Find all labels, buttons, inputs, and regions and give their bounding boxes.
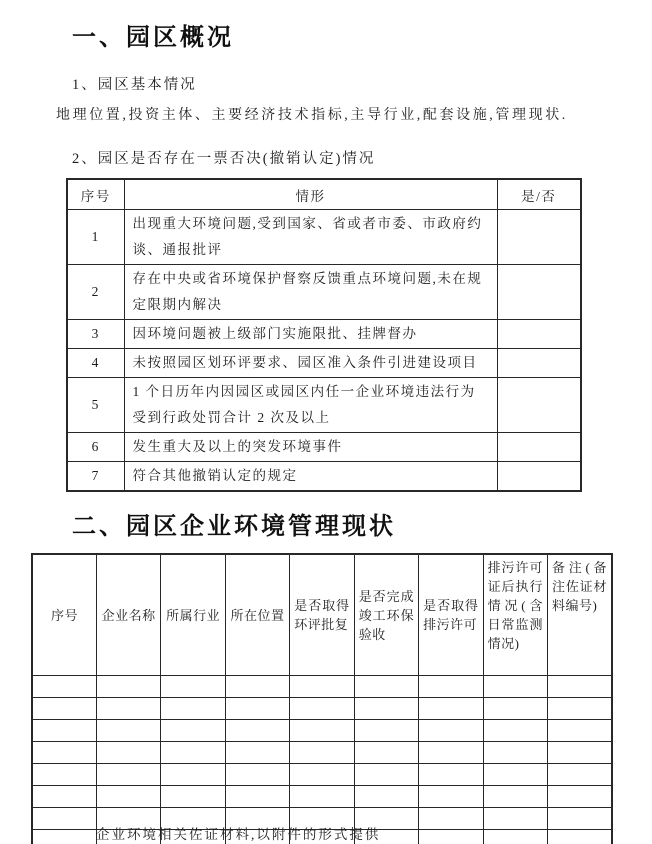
enterprise-empty-cell (225, 720, 289, 742)
enterprise-empty-cell (483, 786, 547, 808)
enterprise-table-header-row (32, 554, 612, 676)
enterprise-empty-cell (32, 676, 96, 698)
enterprise-empty-cell (161, 764, 225, 786)
veto-table (66, 178, 582, 492)
enterprise-table (31, 553, 613, 844)
veto-table-row (67, 378, 581, 433)
veto-header-situation: 情形 (124, 179, 497, 210)
section1-item2: 2、园区是否存在一票否决(撤销认定)情况 (72, 151, 376, 167)
veto-row-situation: 1 个日历年内因园区或园区内任一企业环境违法行为受到行政处罚合计 2 次及以上 (124, 378, 497, 433)
veto-row-yesno-cell (497, 462, 581, 492)
enterprise-empty-cell (548, 830, 613, 844)
enterprise-empty-cell (483, 764, 547, 786)
veto-table-row (67, 433, 581, 462)
section1-heading: 一、园区概况 (72, 25, 234, 51)
veto-row-number: 5 (67, 378, 124, 433)
enterprise-empty-cell (354, 720, 418, 742)
enterprise-empty-cell (96, 786, 160, 808)
enterprise-empty-cell (161, 676, 225, 698)
enterprise-empty-cell (354, 786, 418, 808)
enterprise-empty-cell (290, 698, 354, 720)
veto-row-yesno-cell (497, 378, 581, 433)
enterprise-empty-cell (483, 808, 547, 830)
enterprise-empty-cell (483, 830, 547, 844)
enterprise-empty-cell (419, 830, 483, 844)
veto-row-yesno-cell (497, 433, 581, 462)
enterprise-header-eia-approval: 是否取得环评批复 (290, 554, 354, 676)
veto-header-yesno: 是/否 (497, 179, 581, 210)
enterprise-empty-cell (548, 742, 613, 764)
enterprise-empty-cell (32, 698, 96, 720)
enterprise-header-remark: 备注(备注佐证材料编号) (548, 554, 613, 676)
enterprise-empty-cell (419, 742, 483, 764)
enterprise-empty-cell (419, 720, 483, 742)
enterprise-empty-cell (225, 786, 289, 808)
enterprise-empty-cell (32, 786, 96, 808)
enterprise-empty-cell (161, 786, 225, 808)
enterprise-empty-cell (161, 720, 225, 742)
enterprise-empty-cell (483, 742, 547, 764)
enterprise-empty-cell (96, 764, 160, 786)
enterprise-empty-row (32, 676, 612, 698)
veto-row-situation: 因环境问题被上级部门实施限批、挂牌督办 (124, 320, 497, 349)
enterprise-empty-cell (225, 698, 289, 720)
enterprise-empty-cell (161, 742, 225, 764)
veto-table-row (67, 265, 581, 320)
enterprise-header-no: 序号 (32, 554, 96, 676)
veto-row-yesno-cell (497, 349, 581, 378)
veto-row-yesno-cell (497, 210, 581, 265)
enterprise-empty-cell (225, 676, 289, 698)
enterprise-empty-cell (290, 720, 354, 742)
enterprise-empty-row (32, 720, 612, 742)
enterprise-empty-cell (483, 676, 547, 698)
enterprise-empty-cell (354, 742, 418, 764)
enterprise-header-permit-execution: 排污许可证后执行情况(含日常监测情况) (483, 554, 547, 676)
enterprise-empty-cell (419, 808, 483, 830)
veto-header-no: 序号 (67, 179, 124, 210)
enterprise-empty-cell (96, 720, 160, 742)
enterprise-empty-cell (96, 742, 160, 764)
veto-row-number: 7 (67, 462, 124, 492)
enterprise-empty-cell (290, 764, 354, 786)
enterprise-empty-row (32, 742, 612, 764)
veto-row-number: 1 (67, 210, 124, 265)
enterprise-empty-cell (290, 676, 354, 698)
enterprise-empty-cell (32, 808, 96, 830)
veto-table-row (67, 462, 581, 492)
enterprise-empty-cell (225, 742, 289, 764)
veto-row-situation: 发生重大及以上的突发环境事件 (124, 433, 497, 462)
enterprise-empty-cell (419, 764, 483, 786)
enterprise-empty-cell (161, 698, 225, 720)
enterprise-empty-cell (548, 720, 613, 742)
veto-row-yesno-cell (497, 265, 581, 320)
enterprise-empty-cell (548, 676, 613, 698)
veto-row-number: 3 (67, 320, 124, 349)
veto-table-row (67, 320, 581, 349)
enterprise-empty-cell (419, 676, 483, 698)
enterprise-empty-cell (548, 764, 613, 786)
enterprise-empty-row (32, 698, 612, 720)
enterprise-empty-cell (419, 698, 483, 720)
enterprise-header-discharge-permit: 是否取得排污许可 (419, 554, 483, 676)
enterprise-empty-cell (419, 786, 483, 808)
veto-row-number: 6 (67, 433, 124, 462)
enterprise-header-industry: 所属行业 (161, 554, 225, 676)
enterprise-empty-cell (96, 698, 160, 720)
veto-row-situation: 未按照园区划环评要求、园区准入条件引进建设项目 (124, 349, 497, 378)
veto-table-row (67, 349, 581, 378)
enterprise-header-acceptance: 是否完成竣工环保验收 (354, 554, 418, 676)
veto-row-situation: 符合其他撤销认定的规定 (124, 462, 497, 492)
enterprise-empty-cell (96, 676, 160, 698)
enterprise-empty-cell (354, 698, 418, 720)
enterprise-empty-cell (483, 698, 547, 720)
section2-heading: 二、园区企业环境管理现状 (72, 514, 396, 540)
enterprise-empty-cell (290, 786, 354, 808)
section1-item1-description: 地理位置,投资主体、主要经济技术指标,主导行业,配套设施,管理现状. (56, 108, 568, 123)
enterprise-empty-cell (32, 764, 96, 786)
enterprise-empty-cell (32, 742, 96, 764)
enterprise-empty-cell (225, 764, 289, 786)
enterprise-header-location: 所在位置 (225, 554, 289, 676)
section1-item1: 1、园区基本情况 (72, 77, 197, 93)
enterprise-empty-cell (32, 720, 96, 742)
enterprise-empty-cell (548, 808, 613, 830)
veto-row-situation: 存在中央或省环境保护督察反馈重点环境问题,未在规定限期内解决 (124, 265, 497, 320)
veto-table-row (67, 210, 581, 265)
veto-row-situation: 出现重大环境问题,受到国家、省或者市委、市政府约谈、通报批评 (124, 210, 497, 265)
veto-row-number: 2 (67, 265, 124, 320)
enterprise-table-body (32, 554, 612, 844)
enterprise-empty-cell (548, 786, 613, 808)
enterprise-empty-row (32, 764, 612, 786)
attachment-note: 企业环境相关佐证材料,以附件的形式提供 (96, 827, 381, 842)
enterprise-empty-row (32, 786, 612, 808)
enterprise-empty-cell (290, 742, 354, 764)
enterprise-header-name: 企业名称 (96, 554, 160, 676)
enterprise-empty-cell (483, 720, 547, 742)
enterprise-empty-cell (548, 698, 613, 720)
enterprise-empty-cell (354, 676, 418, 698)
veto-row-number: 4 (67, 349, 124, 378)
veto-row-yesno-cell (497, 320, 581, 349)
veto-table-header-row (67, 179, 581, 210)
enterprise-empty-cell (354, 764, 418, 786)
enterprise-empty-cell (32, 830, 96, 844)
